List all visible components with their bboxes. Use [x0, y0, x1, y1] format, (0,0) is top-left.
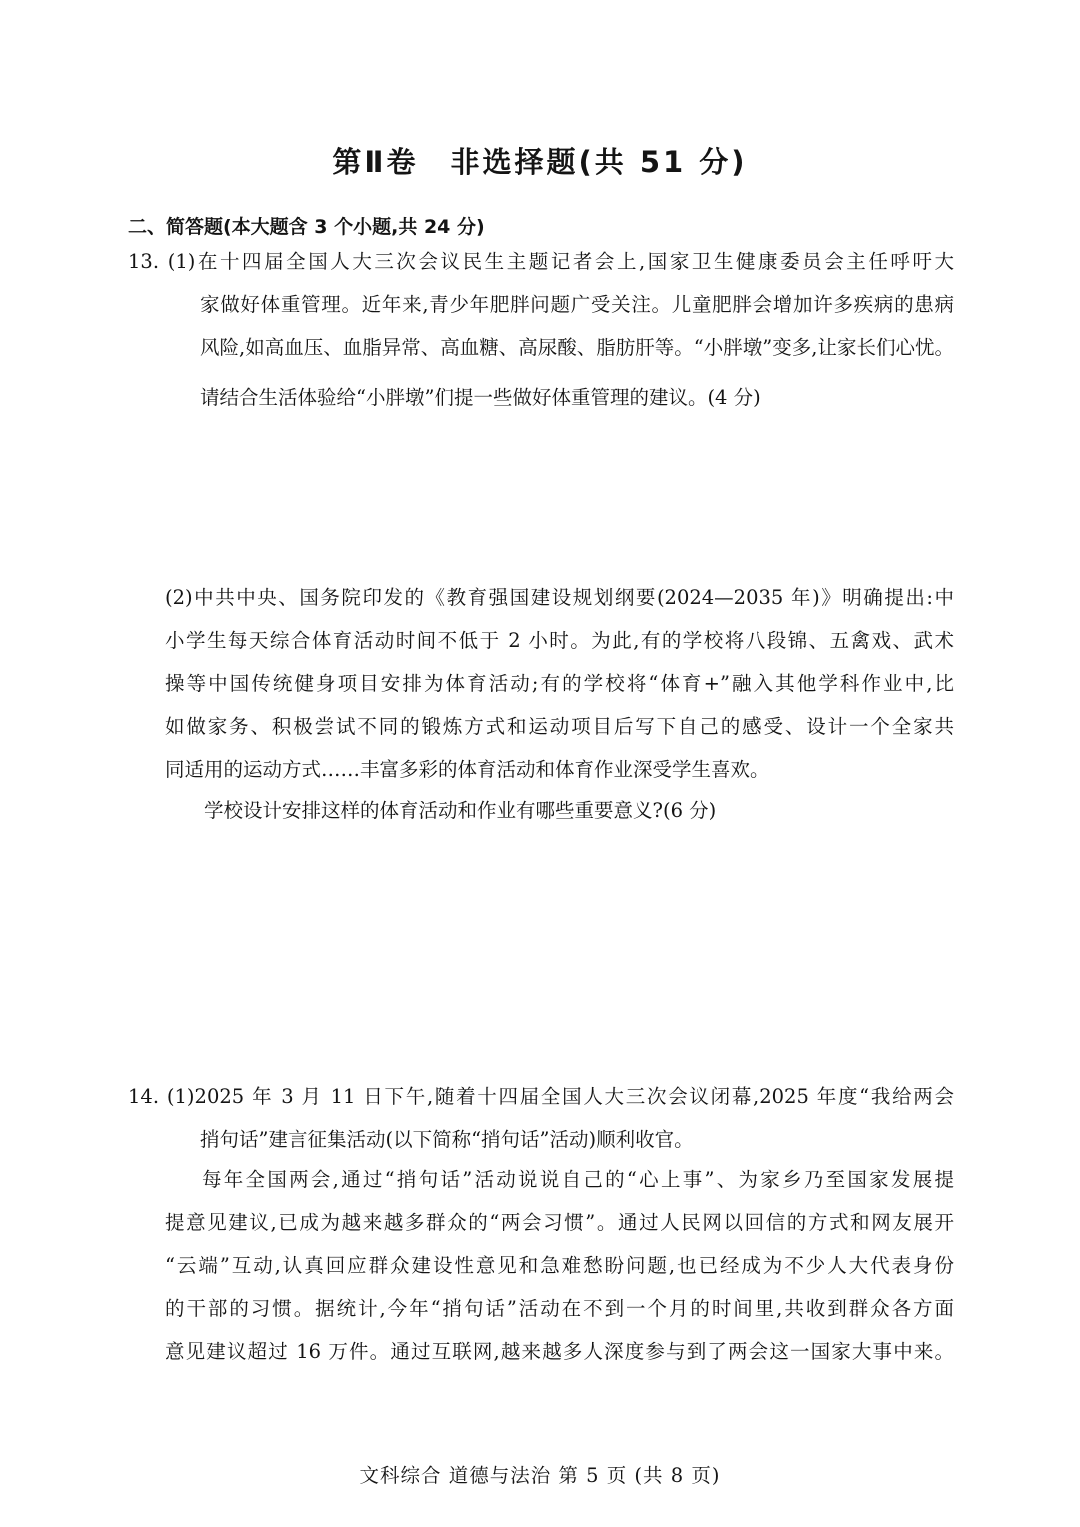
q13-p1-line: 13. (1)在十四届全国人大三次会议民生主题记者会上,国家卫生健康委员会主任呼吁大	[128, 250, 954, 273]
q13-part1-prompt: 请结合生活体验给“小胖墩”们提一些做好体重管理的建议。(4 分)	[200, 386, 761, 409]
q13-part1-text	[128, 240, 954, 369]
q14-p1-line: 14. (1)2025 年 3 月 11 日下午,随着十四届全国人大三次会议闭幕,2025 年度“我给两会	[128, 1085, 954, 1108]
q13-p2-line: 小学生每天综合体育活动时间不低于 2 小时。为此,有的学校将八段锦、五禽戏、武术	[165, 629, 954, 652]
q14-part1-text	[128, 1075, 954, 1161]
q13-p1-line: 家做好体重管理。近年来,青少年肥胖问题广受关注。儿童肥胖会增加许多疾病的患病	[200, 293, 954, 316]
q14-para-line: 提意见建议,已成为越来越多群众的“两会习惯”。通过人民网以回信的方式和网友展开	[165, 1211, 954, 1234]
q13-p1-line: 风险,如高血压、血脂异常、高血糖、高尿酸、脂肪肝等。“小胖墩”变多,让家长们心忧。	[200, 336, 954, 359]
page-title: 第Ⅱ卷 非选择题(共 51 分)	[332, 145, 748, 179]
q13-p2-line: (2)中共中央、国务院印发的《教育强国建设规划纲要(2024—2035 年)》明确提出:中	[165, 586, 954, 609]
page-footer: 文科综合 道德与法治 第 5 页 (共 8 页)	[359, 1464, 721, 1487]
q14-para-line: 意见建议超过 16 万件。通过互联网,越来越多人深度参与到了两会这一国家大事中来。	[165, 1340, 954, 1363]
q14-para-line: 的干部的习惯。据统计,今年“捎句话”活动在不到一个月的时间里,共收到群众各方面	[165, 1297, 954, 1320]
q14-para-line: “云端”互动,认真回应群众建设性意见和急难愁盼问题,也已经成为不少人大代表身份	[165, 1254, 954, 1277]
q13-part2-prompt: 学校设计安排这样的体育活动和作业有哪些重要意义?(6 分)	[204, 799, 717, 822]
q13-p2-line: 操等中国传统健身项目安排为体育活动;有的学校将“体育+”融入其他学科作业中,比	[165, 672, 954, 695]
q14-p1-line: 捎句话”建言征集活动(以下简称“捎句话”活动)顺利收官。	[200, 1128, 694, 1151]
section-heading: 二、简答题(本大题含 3 个小题,共 24 分)	[128, 216, 485, 238]
q14-part1-paragraph	[165, 1158, 954, 1373]
q14-para-line: 每年全国两会,通过“捎句话”活动说说自己的“心上事”、为家乡乃至国家发展提	[202, 1168, 954, 1191]
q13-part2-text	[165, 576, 954, 791]
q13-p2-line: 同适用的运动方式……丰富多彩的体育活动和体育作业深受学生喜欢。	[165, 758, 770, 781]
q13-p2-line: 如做家务、积极尝试不同的锻炼方式和运动项目后写下自己的感受、设计一个全家共	[165, 715, 954, 738]
